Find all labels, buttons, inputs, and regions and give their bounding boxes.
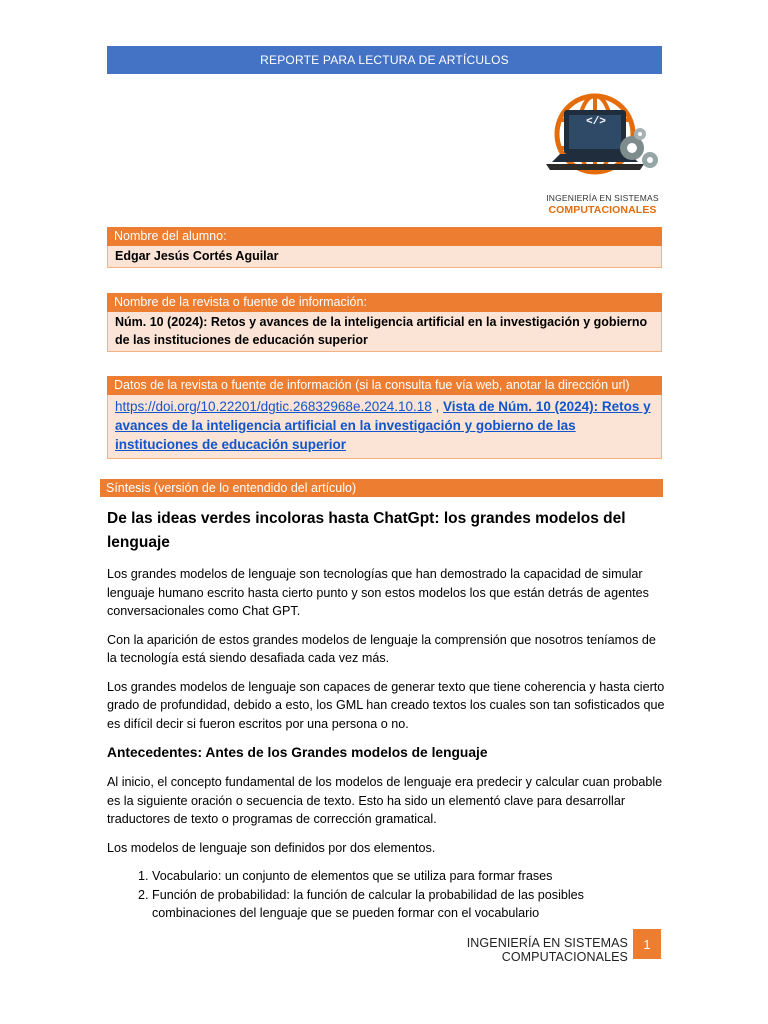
student-box xyxy=(107,227,662,268)
report-header-bar xyxy=(107,46,662,74)
synthesis-label: Síntesis (versión de lo entendido del artículo) xyxy=(100,479,663,497)
report-title: REPORTE PARA LECTURA DE ARTÍCULOS xyxy=(260,53,509,67)
link-separator: , xyxy=(431,399,444,414)
logo-text-line1: INGENIERÍA EN SISTEMAS xyxy=(546,193,659,203)
article-content xyxy=(107,507,667,923)
doi-link[interactable]: https://doi.org/10.22201/dgtic.26832968e.2024.10.18 xyxy=(115,399,432,414)
list-item: 2. Función de probabilidad: la función de calcular la probabilidad de las posibles combinaciones del lenguaje que se pueden formar con el vocabulario xyxy=(152,886,667,923)
logo-code-symbol: </> xyxy=(586,116,606,128)
source-data-body xyxy=(107,395,662,459)
source-name: Núm. 10 (2024): Retos y avances de la inteligencia artificial en la investigación y gobierno de las instituciones de educación superior xyxy=(107,312,662,352)
paragraph-5: Los modelos de lenguaje son definidos por dos elementos. xyxy=(107,840,436,855)
page-number: 1 xyxy=(633,929,661,959)
section-subtitle: Antecedentes: Antes de los Grandes modelos de lenguaje xyxy=(107,745,488,760)
student-label: Nombre del alumno: xyxy=(107,227,662,246)
student-name: Edgar Jesús Cortés Aguilar xyxy=(107,246,662,268)
paragraph-2: Con la aparición de estos grandes modelos de lenguaje la comprensión que nosotros teníamos de la tecnología está siendo desafiada cada vez más. xyxy=(107,632,656,665)
source-label: Nombre de la revista o fuente de información: xyxy=(107,293,662,312)
footer-text: INGENIERÍA EN SISTEMAS COMPUTACIONALES xyxy=(466,936,628,964)
article-title: De las ideas verdes incoloras hasta ChatGpt: los grandes modelos del lenguaje xyxy=(107,510,626,551)
paragraph-4: Al inicio, el concepto fundamental de los modelos de lenguaje era predecir y calcular cuan probable es la siguiente oración o secuencia de texto. Esto ha sido un elementó clave para desarrollar traductores de texto o programas de corrección gramatical. xyxy=(107,775,663,826)
paragraph-1: Los grandes modelos de lenguaje son tecnologías que han demostrado la capacidad de simular lenguaje humano escrito hasta cierto punto y son estos modelos los que están detrás de agentes conversacionales como Chat GPT. xyxy=(107,567,649,618)
source-data-label: Datos de la revista o fuente de información (si la consulta fue vía web, anotar la dirección url) xyxy=(107,376,662,395)
source-data-box xyxy=(107,376,662,459)
logo-text-line2: COMPUTACIONALES xyxy=(548,204,657,216)
list-item: 1. Vocabulario: un conjunto de elementos que se utiliza para formar frases xyxy=(152,867,667,886)
source-box xyxy=(107,293,662,352)
elements-list xyxy=(107,867,667,923)
article-view-link[interactable]: Vista de Núm. 10 (2024): Retos y avances de la inteligencia artificial en la investigación y gobierno de las instituciones de educación superior xyxy=(115,399,651,452)
paragraph-3: Los grandes modelos de lenguaje son capaces de generar texto que tiene coherencia y hasta cierto grado de profundidad, debido a esto, los GML han creado textos los cuales son tan sofisticados que es difícil decir si fueron escritos por una persona o no. xyxy=(107,679,665,731)
